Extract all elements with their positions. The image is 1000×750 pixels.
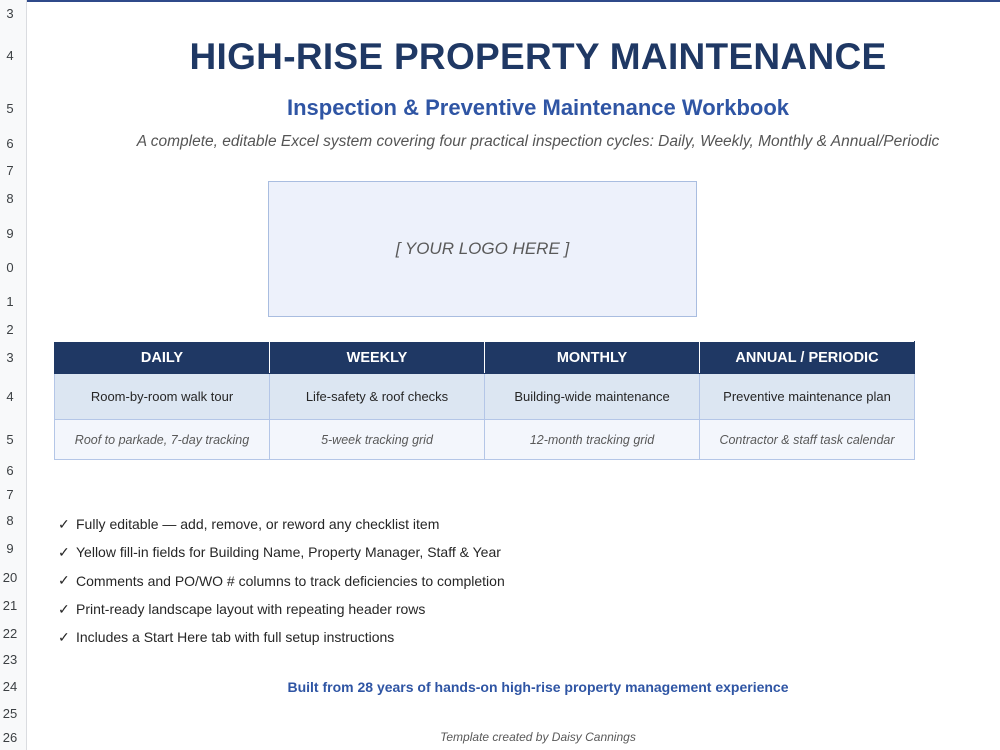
cycle-description-monthly[interactable]: Building-wide maintenance	[485, 374, 700, 420]
row-number[interactable]: 25	[2, 706, 18, 721]
feature-item[interactable]	[58, 538, 505, 566]
row-number[interactable]: 26	[2, 730, 18, 745]
cycle-header-row	[55, 342, 915, 374]
row-number[interactable]: 5	[6, 101, 14, 116]
checkmark-icon: ✓	[58, 628, 70, 645]
row-header-gutter	[0, 0, 27, 750]
row-number[interactable]: 0	[6, 260, 14, 275]
feature-item[interactable]	[58, 623, 505, 651]
feature-text: Includes a Start Here tab with full setup instructions	[76, 629, 395, 646]
cycle-description-weekly[interactable]: Life-safety & roof checks	[270, 374, 485, 420]
cycle-description-daily[interactable]: Room-by-room walk tour	[55, 374, 270, 420]
feature-item[interactable]	[58, 510, 505, 538]
top-border	[0, 0, 1000, 2]
experience-tagline[interactable]: Built from 28 years of hands-on high-rise property management experience	[287, 679, 789, 695]
row-number[interactable]: 3	[6, 6, 14, 21]
row-number[interactable]: 6	[6, 463, 14, 478]
feature-text: Fully editable — add, remove, or reword any checklist item	[76, 516, 440, 533]
cycle-tracking-weekly[interactable]: 5-week tracking grid	[270, 420, 485, 460]
checkmark-icon: ✓	[58, 543, 70, 560]
feature-item[interactable]	[58, 567, 505, 595]
row-number[interactable]: 3	[6, 350, 14, 365]
feature-text: Print-ready landscape layout with repeating header rows	[76, 601, 426, 618]
cycle-header-monthly[interactable]: MONTHLY	[485, 342, 700, 374]
row-number[interactable]: 20	[2, 570, 18, 585]
row-number[interactable]: 22	[2, 626, 18, 641]
row-number[interactable]: 1	[6, 294, 14, 309]
row-number[interactable]: 8	[6, 513, 14, 528]
inspection-cycles-table	[54, 341, 915, 460]
row-number[interactable]: 9	[6, 226, 14, 241]
cycle-header-annual[interactable]: ANNUAL / PERIODIC	[700, 342, 915, 374]
row-number[interactable]: 9	[6, 541, 14, 556]
row-number[interactable]: 8	[6, 191, 14, 206]
feature-list	[58, 510, 505, 651]
feature-item[interactable]	[58, 595, 505, 623]
row-number[interactable]: 6	[6, 136, 14, 151]
page-title[interactable]: HIGH-RISE PROPERTY MAINTENANCE	[189, 36, 887, 77]
cycle-tracking-row	[55, 420, 915, 460]
row-number[interactable]: 5	[6, 432, 14, 447]
feature-text: Comments and PO/WO # columns to track deficiencies to completion	[76, 572, 505, 589]
cycle-description-row	[55, 374, 915, 420]
row-number[interactable]: 7	[6, 487, 14, 502]
row-number[interactable]: 4	[6, 389, 14, 404]
page-subtitle[interactable]: Inspection & Preventive Maintenance Workbook	[286, 95, 790, 120]
cycle-tracking-daily[interactable]: Roof to parkade, 7-day tracking	[55, 420, 270, 460]
row-number[interactable]: 21	[2, 598, 18, 613]
feature-text: Yellow fill-in fields for Building Name, Property Manager, Staff & Year	[76, 544, 501, 561]
logo-placeholder-box[interactable]	[268, 181, 697, 317]
row-number[interactable]: 2	[6, 322, 14, 337]
checkmark-icon: ✓	[58, 600, 70, 617]
row-number[interactable]: 24	[2, 679, 18, 694]
checkmark-icon: ✓	[58, 572, 70, 589]
row-number[interactable]: 23	[2, 652, 18, 667]
cycle-header-daily[interactable]: DAILY	[55, 342, 270, 374]
cycle-description-annual[interactable]: Preventive maintenance plan	[700, 374, 915, 420]
cycle-tracking-monthly[interactable]: 12-month tracking grid	[485, 420, 700, 460]
template-credit[interactable]: Template created by Daisy Cannings	[440, 730, 636, 744]
page-description[interactable]: A complete, editable Excel system covering four practical inspection cycles: Daily, Weekly, Monthly & Annual/Periodic	[136, 133, 940, 150]
logo-placeholder-text: [ YOUR LOGO HERE ]	[395, 239, 570, 258]
checkmark-icon: ✓	[58, 515, 70, 532]
cycle-header-weekly[interactable]: WEEKLY	[270, 342, 485, 374]
cycle-tracking-annual[interactable]: Contractor & staff task calendar	[700, 420, 915, 460]
row-number[interactable]: 7	[6, 163, 14, 178]
row-number[interactable]: 4	[6, 48, 14, 63]
